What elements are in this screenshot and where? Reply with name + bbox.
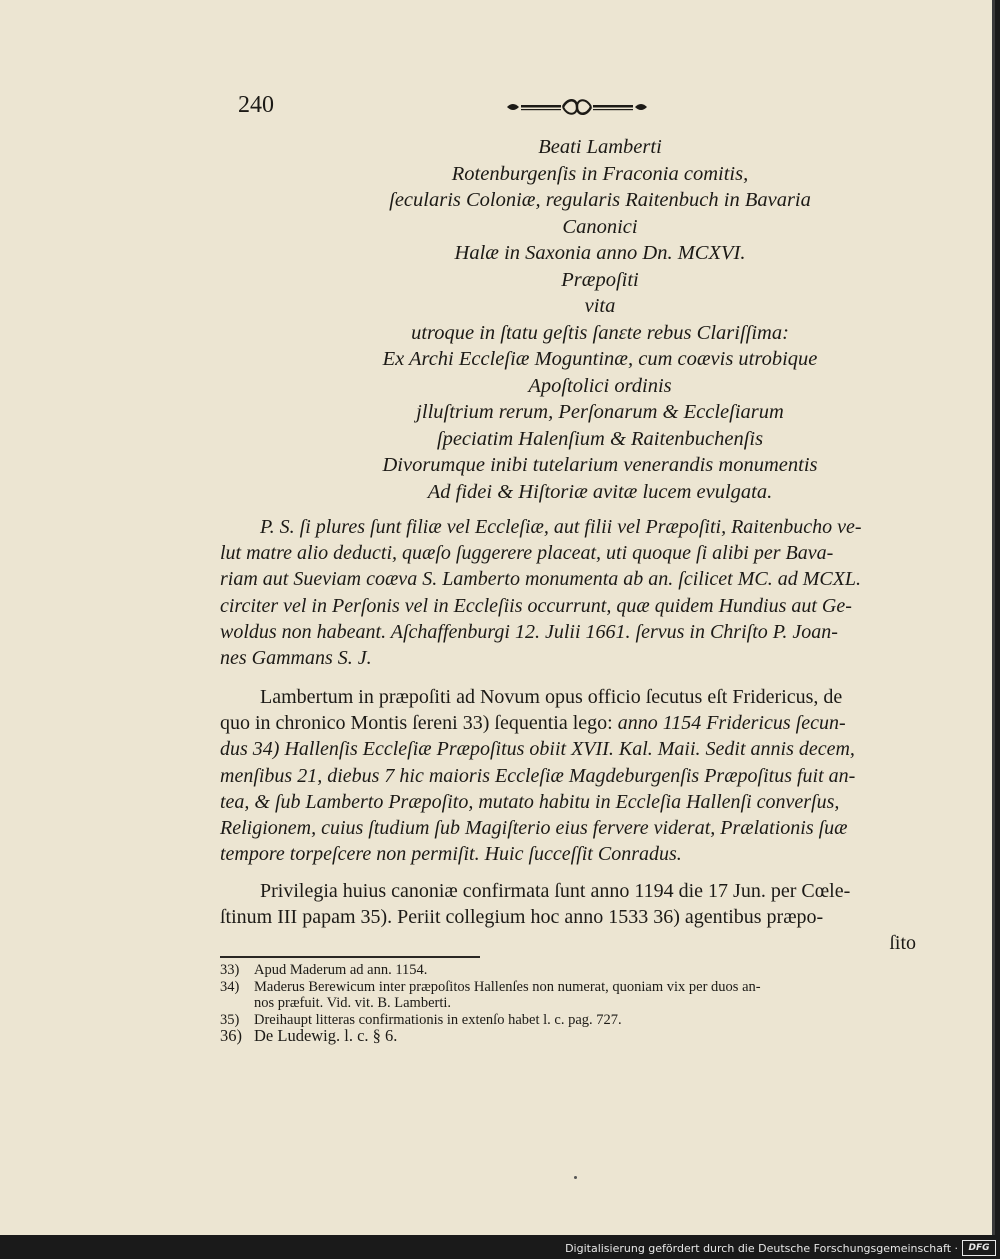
- footnote-text: Maderus Berewicum inter præpoſitos Hallenſes non numerat, quoniam vix per duos an-: [254, 978, 761, 995]
- title-line: ſecularis Coloniæ, regularis Raitenbuch in Bavaria: [389, 189, 811, 211]
- body-line-italic: tempore torpeſcere non permiſit. Huic ſucceſſit Conradus.: [220, 843, 682, 866]
- footnotes: [220, 962, 940, 1045]
- footnote: [220, 1028, 940, 1045]
- body-line: [220, 763, 938, 789]
- postscript-line: P. S. ſi plures ſunt filiæ vel Eccleſiæ, aut filii vel Præpoſiti, Raitenbucho ve-: [260, 516, 862, 538]
- catchword: ſito: [889, 932, 916, 955]
- body-line: [220, 710, 938, 736]
- title-line: Halæ in Saxonia anno Dn. MCXVI.: [454, 242, 746, 264]
- footnote-rule: [220, 956, 480, 958]
- title-line: Ad fidei & Hiſtoriæ avitæ lucem evulgata.: [427, 480, 773, 503]
- body-paragraph-2: [220, 878, 938, 957]
- body-line: [220, 841, 938, 867]
- body-line-italic: dus 34) Hallenſis Eccleſiæ Præpoſitus obiit XVII. Kal. Maii. Sedit annis decem,: [220, 738, 855, 761]
- body-line: ſtinum III papam 35). Periit collegium hoc anno 1533 36) agentibus præpo-: [220, 906, 824, 929]
- title-line: utroque in ſtatu geſtis ſanɛte rebus Clariſſima:: [411, 321, 789, 344]
- body-line: [220, 736, 938, 762]
- title-line: vita: [584, 295, 616, 317]
- title-line: Canonici: [562, 215, 638, 238]
- footnote-number: 36): [220, 1026, 242, 1045]
- body-line-roman: quo in chronico Montis ſereni 33) ſequentia lego:: [220, 712, 618, 735]
- postscript-line: woldus non habeant. Aſchaffenburgi 12. Julii 1661. ſervus in Chriſto P. Joan-: [220, 620, 838, 643]
- page-number: 240: [238, 92, 274, 118]
- body-line-italic: Religionem, cuius ſtudium ſub Magiſterio eius fervere viderat, Prælationis ſuæ: [220, 817, 848, 840]
- title-line: Apoſtolici ordinis: [528, 374, 672, 397]
- footnote-text: nos præfuit. Vid. vit. B. Lamberti.: [254, 995, 452, 1011]
- footnote: [220, 979, 940, 996]
- body-line-roman: Lambertum in præpoſiti ad Novum opus officio ſecutus eſt Fridericus, de: [260, 686, 843, 708]
- footnote-number: 35): [220, 1011, 240, 1028]
- dfg-logo[interactable]: DFG: [962, 1240, 996, 1256]
- footnote-text: Apud Maderum ad ann. 1154.: [254, 962, 428, 978]
- header-ornament: [505, 96, 650, 118]
- digitization-attribution: Digitalisierung gefördert durch die Deutsche Forschungsgemeinschaft ·: [565, 1242, 958, 1255]
- body-line-italic: menſibus 21, diebus 7 hic maioris Eccleſiæ Magdeburgenſis Præpoſitus fuit an-: [220, 764, 856, 787]
- title-line: ſpeciatim Halenſium & Raitenbuchenſis: [436, 427, 764, 450]
- body-line: [220, 815, 938, 841]
- body-line: [220, 789, 938, 815]
- footnote-continuation: [220, 995, 940, 1012]
- title-line: Præpoſiti: [561, 268, 639, 291]
- title-line: Divorumque inibi tutelarium venerandis monumentis: [382, 454, 818, 476]
- body-line: Privilegia huius canoniæ confirmata ſunt anno 1194 die 17 Jun. per Cœle-: [260, 880, 851, 902]
- footnote: [220, 962, 940, 979]
- title-line: jlluſtrium rerum, Perſonarum & Eccleſiarum: [416, 401, 784, 423]
- footnote-text: Dreihaupt litteras confirmationis in extenſo habet l. c. pag. 727.: [254, 1011, 622, 1028]
- postscript-line: lut matre alio deducti, quæſo ſuggerere placeat, uti quoque ſi alibi per Bava-: [220, 542, 834, 565]
- postscript-line: riam aut Sueviam coæva S. Lamberto monumenta ab an. ſcilicet MC. ad MCXL.: [220, 568, 862, 591]
- title-line: Beati Lamberti: [538, 136, 662, 158]
- page-mark: [574, 1176, 577, 1179]
- postscript-line: nes Gammans S. J.: [220, 647, 372, 670]
- body-line-italic: tea, & ſub Lamberto Præpoſito, mutato habitu in Eccleſia Hallenſi converſus,: [220, 790, 840, 813]
- postscript-line: circiter vel in Perſonis vel in Eccleſiis occurrunt, quæ quidem Hundius aut Ge-: [220, 594, 852, 617]
- body-paragraph-1: [220, 684, 938, 867]
- footnote-text: De Ludewig. l. c. § 6.: [254, 1026, 398, 1045]
- body-line-italic: anno 1154 Fridericus ſecun-: [617, 712, 846, 735]
- body-line: [220, 684, 938, 710]
- postscript-paragraph: [220, 514, 938, 671]
- title-line: Ex Archi Eccleſiæ Moguntinæ, cum coævis utrobique: [382, 348, 818, 370]
- footnote-number: 33): [220, 962, 240, 978]
- footnote-number: 34): [220, 978, 240, 995]
- title-line: Rotenburgenſis in Fraconia comitis,: [451, 162, 749, 185]
- title-block: [250, 134, 950, 505]
